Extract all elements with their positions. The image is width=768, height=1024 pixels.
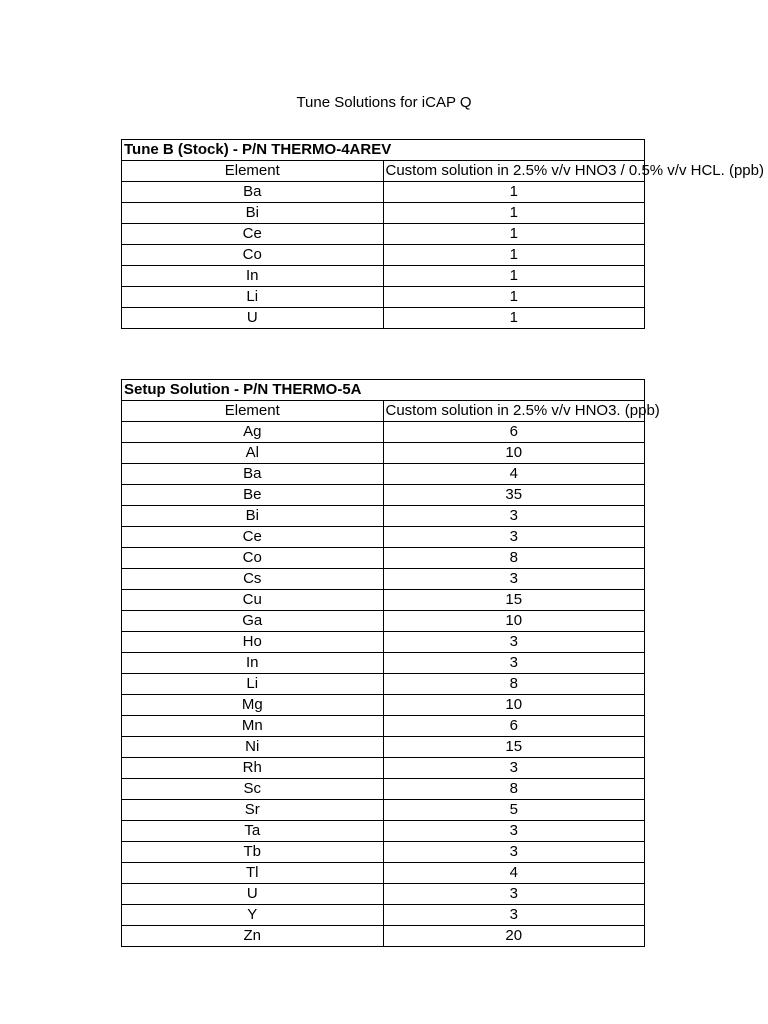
concentration-cell: 10 (383, 695, 645, 716)
concentration-cell: 4 (383, 464, 645, 485)
element-cell: Al (122, 443, 384, 464)
concentration-cell: 5 (383, 800, 645, 821)
setup-table-body (122, 380, 660, 947)
element-cell: Cs (122, 569, 384, 590)
concentration-cell: 20 (383, 926, 645, 947)
setup-header-row (122, 401, 645, 422)
table-row (122, 611, 645, 632)
element-cell: Ba (122, 182, 384, 203)
table-row (122, 203, 645, 224)
table-row (122, 674, 645, 695)
table-row (122, 266, 645, 287)
element-cell: Co (122, 245, 384, 266)
element-cell: Li (122, 674, 384, 695)
concentration-cell: 3 (383, 506, 645, 527)
table-row (122, 800, 645, 821)
table-row (122, 308, 645, 329)
element-cell: Mg (122, 695, 384, 716)
tune-b-title: Tune B (Stock) - P/N THERMO-4AREV (122, 140, 645, 161)
concentration-cell: 8 (383, 779, 645, 800)
table-row (122, 863, 645, 884)
element-cell: Y (122, 905, 384, 926)
concentration-cell: 3 (383, 653, 645, 674)
concentration-cell: 35 (383, 485, 645, 506)
page-title: Tune Solutions for iCAP Q (296, 94, 472, 111)
table-row (122, 926, 645, 947)
tune-b-table-body (122, 140, 764, 329)
table-row (122, 716, 645, 737)
concentration-cell: 1 (383, 287, 645, 308)
element-cell: Bi (122, 506, 384, 527)
element-cell: Zn (122, 926, 384, 947)
element-cell: Ce (122, 527, 384, 548)
table-row (122, 485, 645, 506)
concentration-cell: 1 (383, 182, 645, 203)
element-cell: U (122, 308, 384, 329)
table-row (122, 422, 645, 443)
element-cell: In (122, 266, 384, 287)
concentration-cell: 8 (383, 548, 645, 569)
setup-title-row (122, 380, 645, 401)
table-row (122, 548, 645, 569)
concentration-cell: 3 (383, 632, 645, 653)
element-cell: Tb (122, 842, 384, 863)
element-cell: Cu (122, 590, 384, 611)
element-cell: Li (122, 287, 384, 308)
tune-b-table (121, 139, 764, 329)
table-row (122, 527, 645, 548)
tune-b-description-header: Custom solution in 2.5% v/v HNO3 / 0.5% v/v HCL. (ppb) (383, 161, 645, 182)
element-cell: Bi (122, 203, 384, 224)
table-row (122, 506, 645, 527)
element-cell: Sc (122, 779, 384, 800)
setup-solution-table (121, 379, 660, 947)
setup-title: Setup Solution - P/N THERMO-5A (122, 380, 645, 401)
element-cell: Mn (122, 716, 384, 737)
element-cell: Co (122, 548, 384, 569)
setup-description-header: Custom solution in 2.5% v/v HNO3. (ppb) (383, 401, 645, 422)
concentration-cell: 1 (383, 203, 645, 224)
element-cell: Ni (122, 737, 384, 758)
table-row (122, 905, 645, 926)
element-cell: Be (122, 485, 384, 506)
concentration-cell: 3 (383, 905, 645, 926)
concentration-cell: 10 (383, 611, 645, 632)
table-row (122, 224, 645, 245)
table-row (122, 737, 645, 758)
element-cell: Ga (122, 611, 384, 632)
element-cell: Ba (122, 464, 384, 485)
concentration-cell: 10 (383, 443, 645, 464)
concentration-cell: 3 (383, 569, 645, 590)
concentration-cell: 1 (383, 266, 645, 287)
setup-element-header: Element (122, 401, 384, 422)
table-row (122, 287, 645, 308)
tune-b-title-row (122, 140, 645, 161)
table-row (122, 842, 645, 863)
element-cell: U (122, 884, 384, 905)
concentration-cell: 3 (383, 821, 645, 842)
concentration-cell: 15 (383, 737, 645, 758)
table-row (122, 443, 645, 464)
table-row (122, 464, 645, 485)
table-row (122, 569, 645, 590)
element-cell: Ag (122, 422, 384, 443)
table-row (122, 779, 645, 800)
table-row (122, 590, 645, 611)
table-row (122, 182, 645, 203)
concentration-cell: 3 (383, 842, 645, 863)
concentration-cell: 1 (383, 224, 645, 245)
element-cell: Ta (122, 821, 384, 842)
concentration-cell: 4 (383, 863, 645, 884)
concentration-cell: 3 (383, 758, 645, 779)
table-row (122, 632, 645, 653)
tune-b-element-header: Element (122, 161, 384, 182)
table-row (122, 758, 645, 779)
concentration-cell: 15 (383, 590, 645, 611)
element-cell: Sr (122, 800, 384, 821)
element-cell: Ce (122, 224, 384, 245)
element-cell: In (122, 653, 384, 674)
concentration-cell: 8 (383, 674, 645, 695)
table-row (122, 821, 645, 842)
concentration-cell: 6 (383, 716, 645, 737)
table-row (122, 653, 645, 674)
element-cell: Tl (122, 863, 384, 884)
table-row (122, 695, 645, 716)
concentration-cell: 1 (383, 245, 645, 266)
tune-b-header-row (122, 161, 645, 182)
element-cell: Ho (122, 632, 384, 653)
concentration-cell: 3 (383, 527, 645, 548)
concentration-cell: 3 (383, 884, 645, 905)
concentration-cell: 1 (383, 308, 645, 329)
table-row (122, 245, 645, 266)
table-row (122, 884, 645, 905)
element-cell: Rh (122, 758, 384, 779)
concentration-cell: 6 (383, 422, 645, 443)
